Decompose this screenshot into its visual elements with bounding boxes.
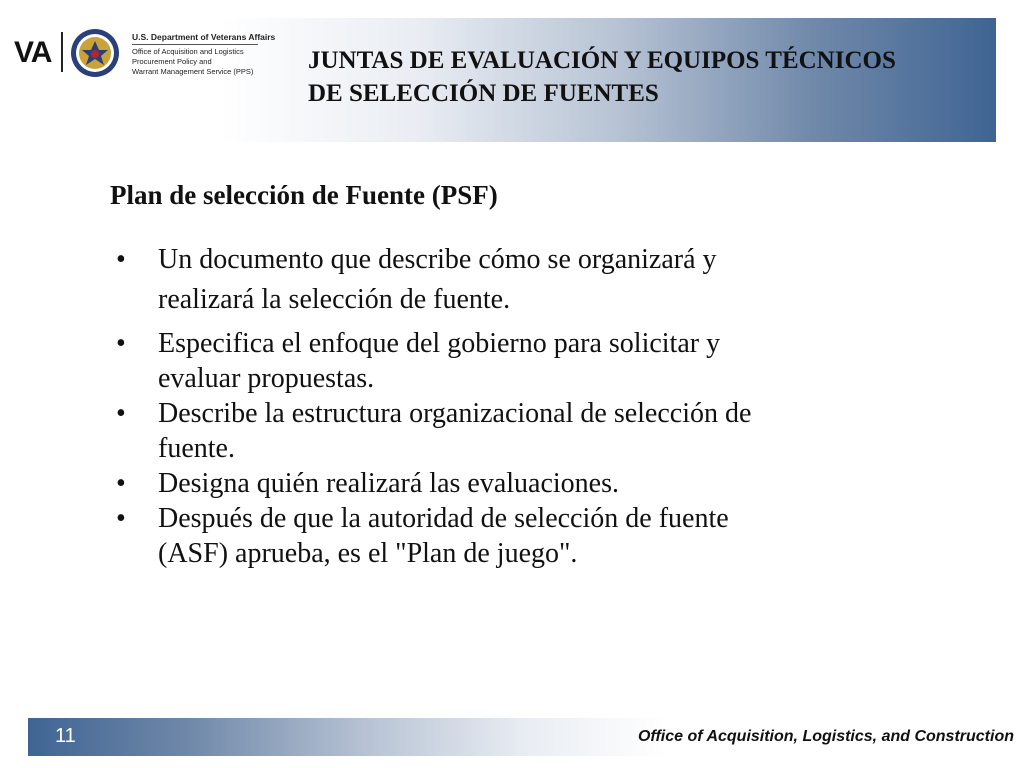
page-number: 11	[55, 725, 76, 747]
bullet-item	[116, 396, 796, 466]
bullet-dot: •	[116, 468, 126, 499]
bullet-item	[116, 501, 796, 571]
bullet-dot: •	[116, 398, 126, 429]
bullet-text: Un documento que describe cómo se organizará y realizará la selección de fuente.	[158, 244, 717, 315]
bullet-item	[116, 326, 796, 396]
bullet-text: Designa quién realizará las evaluaciones.	[158, 468, 620, 499]
slide-title: JUNTAS DE EVALUACIÓN Y EQUIPOS TÉCNICOS DE SELECCIÓN DE FUENTES	[308, 47, 896, 107]
va-wordmark-logo: VA	[14, 36, 52, 69]
bullet-item	[116, 240, 796, 320]
bullet-text: Después de que la autoridad de selección de fuente (ASF) aprueba, es el "Plan de juego".	[158, 503, 729, 569]
bullet-dot: •	[116, 503, 126, 534]
logo-divider	[61, 32, 63, 72]
department-name: U.S. Department of Veterans Affairs	[132, 32, 276, 42]
slide-subtitle: Plan de selección de Fuente (PSF)	[110, 180, 498, 210]
org-line: Office of Acquisition and Logistics	[132, 47, 244, 56]
va-seal-icon	[70, 28, 120, 78]
bullet-dot: •	[116, 328, 126, 359]
bullet-text: Especifica el enfoque del gobierno para solicitar y evaluar propuestas.	[158, 328, 721, 394]
org-line: Warrant Management Service (PPS)	[132, 67, 254, 76]
org-name-block	[132, 32, 275, 77]
org-rule	[132, 44, 258, 45]
org-line: Procurement Policy and	[132, 57, 212, 66]
bullet-list	[116, 240, 796, 571]
bullet-dot: •	[116, 244, 126, 275]
footer-office-name: Office of Acquisition, Logistics, and Construction	[637, 728, 1014, 745]
bullet-text: Describe la estructura organizacional de selección de fuente.	[158, 398, 752, 464]
bullet-item	[116, 466, 796, 501]
